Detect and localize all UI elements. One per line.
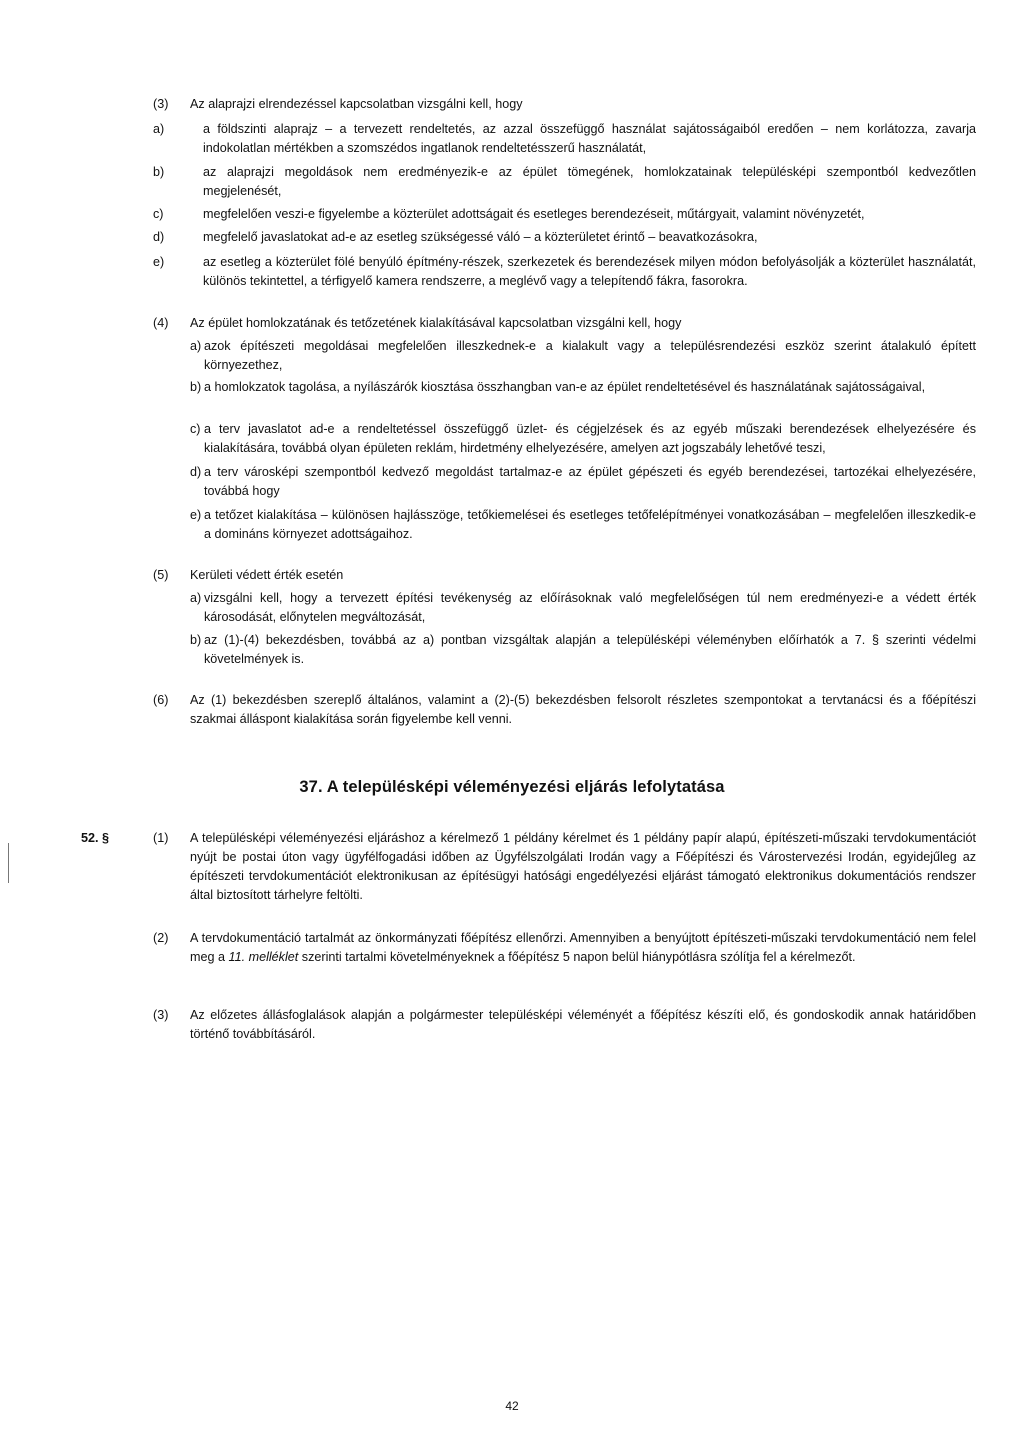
list-letter: b) bbox=[153, 165, 165, 179]
paragraph-intro: Kerületi védett érték esetén bbox=[190, 568, 344, 582]
paragraph-number: (1) bbox=[153, 831, 169, 845]
paragraph-text: Az (1) bekezdésben szereplő általános, valamint a (2)-(5) bekezdésben felsorolt részletes szempontokat a tervtanácsi és a főépítészi szakmai álláspont kialakítása során figyelembe kell venni. bbox=[190, 693, 976, 726]
list-letter: c) bbox=[153, 207, 164, 221]
paragraph-text: A településképi véleményezési eljáráshoz a kérelmező 1 példány kérelmet és 1 példány papír alapú, építészeti-műszaki tervdokumentációt nyújt be postai úton vagy ügyfélfogadási időben az Ügyfélszolgálati Irodán vagy a Főépítészi és Várostervezési Irodán, egyidejűleg az építészeti tervdokumentációt elektronikusan az építésügyi hatósági engedélyezési eljárást támogató elektronikus dokumentációs rendszer által biztosított tárhelyre feltölti. bbox=[190, 831, 976, 902]
list-text: megfelelő javaslatokat ad-e az esetleg szükségessé váló – a közterületet érintő – beavatkozásokra, bbox=[203, 230, 758, 244]
paragraph-text-part: szerinti tartalmi követelményeknek a főépítész 5 napon belül hiánypótlásra szólítja fel a kérelmezőt. bbox=[298, 950, 856, 964]
paragraph-number: (2) bbox=[153, 931, 169, 945]
page-number: 42 bbox=[505, 1399, 519, 1413]
list-text: a terv városképi szempontból kedvező megoldást tartalmaz-e az épület gépészeti és egyéb berendezései, tartozékai elhelyezésére, továbbá hogy bbox=[204, 465, 976, 498]
annex-reference: 11. melléklet bbox=[228, 950, 299, 964]
list-letter: b) bbox=[190, 633, 202, 647]
list-text: a tetőzet kialakítása – különösen hajlásszöge, tetőkiemelései és esetleges tetőfelépítményei vonatkozásában – megfelelően illeszkedik-e a domináns környezet adottságaihoz. bbox=[204, 508, 976, 541]
list-letter: c) bbox=[190, 422, 201, 436]
list-text: a földszinti alaprajz – a tervezett rendeltetés, az azzal összefüggő használat sajátosságaiból eredően – nem korlátozza, zavarja indokolatlan mértékben a szomszédos ingatlanok rendeltetésszerű használatát, bbox=[203, 122, 976, 155]
paragraph-text: Az előzetes állásfoglalások alapján a polgármester településképi véleményét a főépítész készíti elő, és gondoskodik annak határidőben történő továbbításáról. bbox=[190, 1008, 976, 1041]
list-text: az esetleg a közterület fölé benyúló építmény-részek, szerkezetek és berendezések milyen módon befolyásolják a közterület használatát, különös tekintettel, a térfigyelő kamera rendszerre, a meglévő vagy a telepítendő fákra, fasorokra. bbox=[203, 255, 976, 288]
list-text: az alaprajzi megoldások nem eredményezik-e az épület tömegének, homlokzatainak településképi szempontból kedvezőtlen megjelenését, bbox=[203, 165, 976, 198]
paragraph-intro: Az alaprajzi elrendezéssel kapcsolatban vizsgálni kell, hogy bbox=[190, 97, 523, 111]
paragraph-number: (6) bbox=[153, 693, 169, 707]
list-letter: d) bbox=[153, 230, 165, 244]
list-text: vizsgálni kell, hogy a tervezett építési tevékenység az előírásoknak való megfelelőségen túl nem eredményezi-e a védett érték károsodását, előnytelen megváltozását, bbox=[204, 591, 976, 624]
margin-mark bbox=[8, 843, 9, 883]
list-letter: a) bbox=[153, 122, 165, 136]
list-text: a terv javaslatot ad-e a rendeltetéssel összefüggő üzlet- és cégjelzések és az egyéb műszaki berendezések elhelyezésére és kialakítására, továbbá olyan épületen reklám, hirdetmény elhelyezésére, amelyen azt jogszabály lehetővé teszi, bbox=[204, 422, 976, 455]
list-text: azok építészeti megoldásai megfelelően illeszkednek-e a kialakult vagy a településrendezési eszköz szerint átalakuló épített környezethez, bbox=[204, 339, 976, 372]
list-letter: a) bbox=[190, 339, 202, 353]
list-text: a homlokzatok tagolása, a nyílászárók kiosztása összhangban van-e az épület rendeltetésével és használatának sajátosságaival, bbox=[204, 380, 926, 394]
list-letter: d) bbox=[190, 465, 202, 479]
paragraph-text-part: A tervdokumentáció tartalmát az önkormányzati főépítész ellenőrzi. Amennyiben a benyújtott építészeti-műszaki tervdokumentáció nem felel meg a bbox=[190, 931, 976, 964]
paragraph-number: (3) bbox=[153, 97, 169, 111]
list-text: az (1)-(4) bekezdésben, továbbá az a) pontban vizsgáltak alapján a településképi véleményben előírhatók a 7. § szerinti védelmi követelmények is. bbox=[204, 633, 976, 666]
paragraph-text bbox=[190, 929, 976, 967]
list-letter: b) bbox=[190, 380, 202, 394]
list-letter: a) bbox=[190, 591, 202, 605]
list-letter: e) bbox=[153, 255, 165, 269]
paragraph-intro: Az épület homlokzatának és tetőzetének kialakításával kapcsolatban vizsgálni kell, hogy bbox=[190, 316, 682, 330]
list-text: megfelelően veszi-e figyelembe a közterület adottságait és esetleges berendezéseit, műtárgyait, valamint növényzetét, bbox=[203, 207, 865, 221]
paragraph-number: (3) bbox=[153, 1008, 169, 1022]
list-letter: e) bbox=[190, 508, 202, 522]
paragraph-number: (4) bbox=[153, 316, 169, 330]
section-title: 37. A településképi véleményezési eljárás lefolytatása bbox=[299, 778, 725, 796]
paragraph-number: (5) bbox=[153, 568, 169, 582]
section-number: 52. § bbox=[81, 831, 110, 845]
